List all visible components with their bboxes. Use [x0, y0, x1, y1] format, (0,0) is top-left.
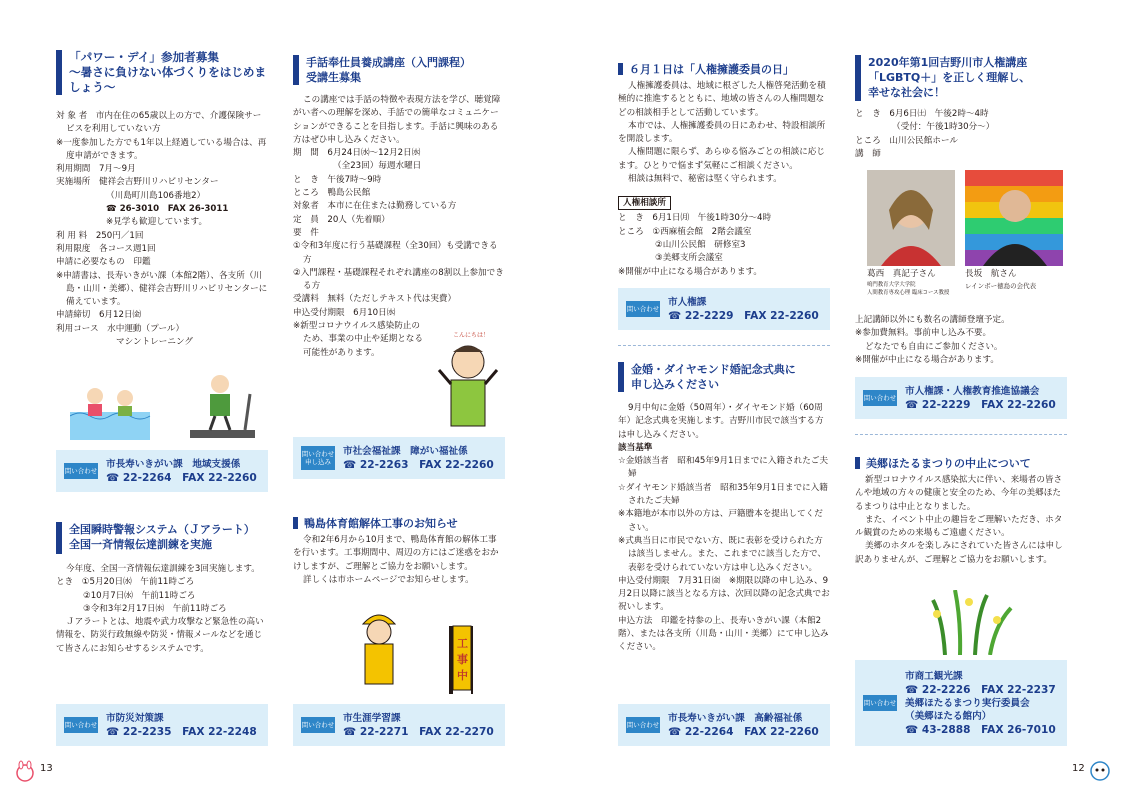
text-line: と き 6月6日㈯ 午後2時～4時 [855, 109, 989, 119]
contact-tel-2: ☎ 43-2888 FAX 26-7010 [905, 723, 1056, 736]
text-line: 利用期間 7月～9月 [56, 164, 136, 175]
text-line: 対 象 者 市内在住の65歳以上の方で、介護保険サービスを利用していない方 [56, 111, 262, 135]
lgbt-body [855, 108, 1067, 161]
text-line: 人権擁護委員は、地域に根ざした人権啓発活動を積極的に推進するとともに、地域の皆さんの人権問題などの相談相手として活動しています。 [618, 81, 826, 118]
speaker-2-affiliation: レインボー徳島の会代表 [965, 282, 1037, 291]
contact-badge: 問い合わせ [64, 463, 98, 479]
contact-badge: 問い合わせ [626, 717, 660, 733]
text-line: 令和2年6月から10月まで、鴨島体育館の解体工事を行います。工事期間中、周辺の方にはご迷惑をおかけしますが、ご理解とご協力をお願いします。 [293, 535, 499, 572]
contact-badge: 問い合わせ 申し込み [301, 446, 335, 470]
text-line: ②10月7日㈬ 午前11時ごろ [83, 590, 196, 601]
text-line: 人権問題に限らず、あらゆる悩みごとの相談に応じます。ひとりで悩まず気軽にご相談ください。 [618, 147, 825, 171]
text-line: ところ 山川公民館ホール [855, 135, 958, 146]
construction-sign-text: 工事中 [457, 637, 468, 682]
contact-tel: ☎ 22-2264 FAX 22-2260 [106, 471, 257, 484]
text-line: 申込受付期限 6月10日㈬ [293, 307, 396, 318]
speaker-2-name: 長坂 航さん [965, 269, 1017, 279]
consultation-box: 人権相談所 [618, 196, 671, 210]
text-line: ※見学も歓迎しています。 [106, 217, 208, 228]
contact-dept: 市人権課・人権教育推進協議会 [905, 385, 1040, 397]
firefly-title: 美郷ほたるまつりの中止について [866, 457, 1031, 470]
speaker-1-affiliation: 鳴門教育大学大学院 人間教育専攻心理 臨床コース教授 [867, 282, 950, 297]
text-line: 申込受付期限 7月31日㈮ ※期限以降の申し込み、9月2日以降に該当となる方は、次回以降の記念式典でお祝いします。 [618, 575, 830, 613]
speaker-2-caption [965, 268, 1065, 291]
text-line: 利用限度 各コース週1回 [56, 243, 156, 254]
contact-tel: ☎ 22-2229 FAX 22-2260 [668, 309, 819, 322]
column-2 [293, 0, 505, 794]
text-line: また、イベント中止の趣旨をご理解いただき、ホタル観賞のための来場もご遠慮ください。 [855, 514, 1063, 539]
firefly-heading [855, 452, 1031, 471]
text-line: ①令和3年度に行う基礎課程（全30回）も受講できる方 [293, 241, 498, 265]
power-day-heading [56, 50, 269, 95]
text-line: ☆金婚該当者 昭和45年9月1日までに入籍されたご夫婦 [618, 456, 829, 480]
text-line: 詳しくは市ホームページでお知らせします。 [303, 574, 474, 585]
lgbt-contact [855, 377, 1067, 419]
text-line: 受講料 無料（ただしテキスト代は実費） [293, 294, 457, 305]
lgbt-heading [855, 55, 1068, 101]
text-line: 利用コース 水中運動（プール） [56, 323, 185, 334]
text-line: ところ ①西麻植会館 2階会議室 [618, 226, 752, 237]
text-line: 利 用 料 250円／1回 [56, 230, 144, 241]
text-line: Ｊアラートとは、地震や武力攻撃など緊急性の高い情報を、防災行政無線や防災・情報メールなどを通じて皆さんにお知らせするシステムです。 [56, 617, 264, 654]
text-line: ③令和3年2月17日㈬ 午前11時ごろ [83, 603, 227, 614]
jalert-body [56, 563, 268, 656]
contact-tel: ☎ 22-2235 FAX 22-2248 [106, 725, 257, 738]
sign-body [293, 94, 505, 360]
rights-body [618, 80, 830, 279]
text-line: ※開催が中止になる場合があります。 [855, 354, 1000, 365]
lgbt-notes [855, 314, 1067, 367]
contact-tel: ☎ 22-2226 FAX 22-2237 [905, 683, 1056, 696]
text-line: マシントレーニング [116, 337, 193, 348]
text-line: 本市では、人権擁護委員の日にあわせ、特設相談所を開設します。 [618, 120, 826, 145]
lgbt-title: 2020年第1回吉野川市人権講座 「LGBTQ＋」を正しく理解し、 幸せな社会に！ [868, 56, 1031, 99]
contact-badge: 問い合わせ [863, 390, 897, 406]
wedding-contact [618, 704, 830, 746]
text-line: 申込方法 印鑑を持参の上、長寿いきがい課（本館2階）、または各支所（川島・山川・美郷）にて申し込みください。 [618, 615, 829, 653]
text-line: と き 午後7時～9時 [293, 174, 382, 185]
contact-badge: 問い合わせ [64, 717, 98, 733]
text-line: 上記講師以外にも数名の講師登壇予定。 [855, 315, 1010, 325]
text-line: 該当基準 [618, 442, 653, 453]
sign-title: 手話奉仕員養成講座（入門課程） 受講生募集 [306, 56, 471, 84]
mascot-icon [14, 760, 36, 782]
contact-dept: 市生涯学習課 [343, 712, 401, 724]
contact-tel: ☎ 22-2263 FAX 22-2260 [343, 458, 494, 471]
text-line: ところ 鴨島公民館 [293, 188, 371, 199]
speaker-1-photo [867, 170, 955, 266]
text-line: ※申請書は、長寿いきがい課（本館2階）、各支所（川島・山川・美郷）、健祥会吉野川リハビリセンターに備えています。 [56, 270, 268, 308]
contact-badge: 問い合わせ [863, 695, 897, 711]
text-line: 期 間 6月24日㈬～12月2日㈬ [293, 148, 421, 159]
jalert-contact [56, 704, 268, 746]
text-line: 新型コロナウイルス感染拡大に伴い、来場者の皆さんや地域の方々の健康と安全のため、今年の美郷ほたるまつりは中止となりました。 [855, 475, 1063, 512]
power-day-body [56, 110, 268, 349]
text-line: ③美郷支所会議室 [655, 253, 723, 264]
text-line: 定 員 20人（先着順） [293, 214, 390, 225]
text-line: ※本籍地が本市以外の方は、戸籍謄本を提出してください。 [618, 509, 823, 533]
divider [855, 434, 1067, 436]
text-line: （全23回）毎週水曜日 [333, 161, 422, 172]
power-day-contact [56, 450, 268, 492]
exercise-illustration [70, 372, 260, 442]
text-line: 9月中旬に金婚（50周年）・ダイヤモンド婚（60周年）記念式典を実施します。吉野川市民で該当する方は申し込みください。 [618, 403, 824, 440]
rights-heading [618, 58, 794, 77]
sign-heading [293, 55, 506, 85]
contact-badge: 問い合わせ [301, 717, 335, 733]
wedding-heading [618, 362, 831, 392]
contact-dept: 市商工観光課 [905, 670, 963, 682]
wedding-body [618, 402, 830, 655]
text-line: 相談は無料で、秘密は堅く守られます。 [628, 174, 782, 185]
text-line: ※開催が中止になる場合があります。 [618, 266, 763, 277]
contact-dept-2: 美郷ほたるまつり実行委員会 （美郷ほたる館内） [905, 697, 1030, 722]
contact-dept: 市社会福祉課 障がい福祉係 [343, 445, 468, 457]
text-line: と き 6月1日㈪ 午後1時30分～4時 [618, 213, 772, 224]
text-line: どなたでも自由にご参加ください。 [865, 341, 1003, 352]
mascot-icon [1088, 758, 1112, 782]
contact-tel: ☎ 22-2264 FAX 22-2260 [668, 725, 819, 738]
text-line: 申請に必要なもの 印鑑 [56, 257, 151, 268]
jalert-heading [56, 522, 269, 554]
contact-dept: 市防災対策課 [106, 712, 164, 724]
contact-dept: 市長寿いきがい課 高齢福祉係 [668, 712, 803, 724]
text-line: ※式典当日に市民でない方、既に表彰を受けられた方は該当しません。また、これまでに該当した方で、表彰を受けられていない方は申し込みください。 [618, 535, 827, 573]
sign-contact [293, 437, 505, 479]
power-day-title: 「パワー・デイ」参加者募集 ～暑さに負けない体づくりをはじめましょう～ [69, 50, 267, 94]
speaker-1-caption [867, 268, 959, 297]
text-line: ☆ダイヤモンド婚該当者 昭和35年9月1日までに入籍されたご夫婦 [618, 482, 828, 507]
text-line: 要 件 [293, 227, 319, 238]
text-line: ※一度参加した方でも1年以上経過している場合は、再度申請ができます。 [56, 137, 267, 161]
contact-tel: ☎ 22-2229 FAX 22-2260 [905, 398, 1056, 411]
speech-bubble: こんにちは！ [453, 332, 490, 339]
text-line: ☎ 26-3010 FAX 26-3011 [106, 204, 229, 215]
gym-body [293, 534, 505, 587]
gym-heading [293, 512, 458, 531]
contact-tel: ☎ 22-2271 FAX 22-2270 [343, 725, 494, 738]
text-line: 今年度、全国一斉情報伝達訓練を3回実施します。 [66, 564, 260, 574]
text-line: 実施場所 健祥会吉野川リハビリセンター [56, 177, 219, 188]
text-line: ※新型コロナウイルス感染防止のため、事業の中止や延期となる可能性があります。 [293, 321, 423, 358]
text-line: ②山川公民館 研修室3 [655, 239, 746, 250]
gym-contact [293, 704, 505, 746]
page-number-right: 12 [1072, 763, 1085, 774]
text-line: ②入門課程・基礎課程それぞれ講座の8割以上参加できる方 [293, 267, 504, 292]
text-line: （受付：午後1時30分～） [892, 122, 995, 133]
text-line: 対象者 本市に在住または勤務している方 [293, 201, 457, 212]
text-line: （川島町川島106番地2） [106, 190, 206, 201]
divider [618, 345, 830, 347]
contact-badge: 問い合わせ [626, 301, 660, 317]
rights-contact [618, 288, 830, 330]
signing-person-illustration [433, 340, 503, 430]
text-line: ※参加費無料。事前申し込み不要。 [855, 328, 992, 339]
text-line: この講座では手話の特徴や表現方法を学び、聴覚障がい者への理解を深め、手話での簡単なコミュニケーションができることを目指します。手話に興味のある方はぜひ申し込みください。 [293, 95, 501, 145]
contact-dept: 市長寿いきがい課 地域支援係 [106, 458, 241, 470]
text-line: 申請締切 6月12日㈮ [56, 310, 142, 321]
firefly-body [855, 474, 1067, 567]
jalert-title: 全国瞬時警報システム（Ｊアラート） 全国一斉情報伝達訓練を実施 [69, 523, 255, 551]
page-number-left: 13 [40, 763, 53, 774]
speaker-1-name: 葛西 真記子さん [867, 269, 936, 279]
column-3 [618, 0, 830, 794]
gym-title: 鴨島体育館解体工事のお知らせ [304, 517, 458, 530]
speaker-2-photo [965, 170, 1063, 266]
text-line: 講 師 [855, 148, 881, 159]
column-1 [56, 0, 268, 794]
construction-worker-illustration [353, 606, 473, 696]
column-4 [855, 0, 1067, 794]
text-line: とき ①5月20日㈬ 午前11時ごろ [56, 577, 195, 588]
wedding-title: 金婚・ダイヤモンド婚記念式典に 申し込みください [631, 363, 796, 391]
firefly-contact [855, 660, 1067, 746]
contact-dept: 市人権課 [668, 296, 707, 308]
text-line: 美郷のホタルを楽しみにされていた皆さんには申し訳ありませんが、ご理解とご協力をお願いします。 [855, 541, 1063, 565]
rights-title: ６月１日は「人権擁護委員の日」 [629, 63, 794, 76]
firefly-illustration [925, 590, 1015, 655]
